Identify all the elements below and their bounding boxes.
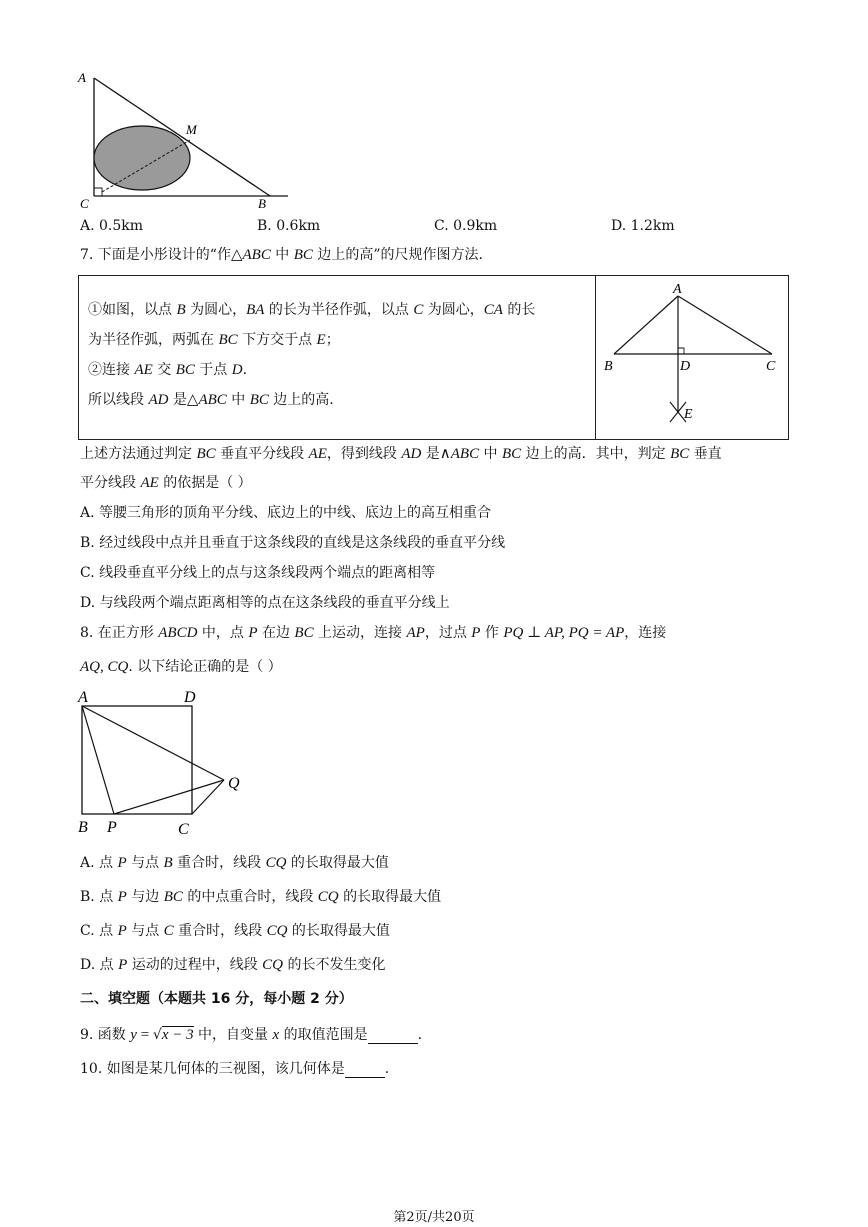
q8-label-b: B (78, 819, 88, 836)
q8-segment-aq (82, 706, 224, 780)
q8-choice-d[interactable]: D. 点 P 运动的过程中，线段 CQ 的长不发生变化 (80, 957, 386, 973)
q8-segment-ap (82, 706, 114, 814)
q7-label-e: E (684, 407, 693, 422)
q6-choice-a[interactable]: A. 0.5km (80, 218, 144, 234)
q8-choice-a[interactable]: A. 点 P 与点 B 重合时，线段 CQ 的长取得最大值 (80, 855, 389, 871)
q8-label-q: Q (228, 775, 240, 792)
q7-label-a: A (673, 282, 682, 297)
q6-label-a: A (78, 70, 86, 85)
q8-stem-line-2: AQ, CQ. 以下结论正确的是（ ） (80, 659, 282, 675)
q8-label-p: P (107, 819, 117, 836)
q7-choice-b[interactable]: B. 经过线段中点并且垂直于这条线段的直线是这条线段的垂直平分线 (80, 535, 506, 551)
q10-answer-blank[interactable] (345, 1061, 385, 1078)
section-2-title: 二、填空题（本题共 16 分，每小题 2 分） (80, 991, 353, 1007)
q7-label-d: D (680, 359, 691, 374)
q7-label-c: C (766, 359, 776, 374)
q7-choice-d[interactable]: D. 与线段两个端点距离相等的点在这条线段的垂直平分线上 (80, 595, 450, 611)
q7-box-line-2: 为半径作弧，两弧在 BC 下方交于点 E； (88, 332, 340, 348)
q6-ellipse (94, 126, 190, 190)
q6-choice-c[interactable]: C. 0.9km (434, 218, 498, 234)
q8-label-a: A (78, 689, 88, 706)
q6-label-c: C (80, 196, 89, 211)
page-footer: 第2页/共20页 (393, 1210, 475, 1225)
q6-label-b: B (258, 196, 266, 211)
q7-box-line-3: ②连接 AE 交 BC 于点 D. (88, 362, 248, 378)
q7-segment-ac (678, 296, 772, 354)
q7-stem: 7. 下面是小彤设计的“作△ABC 中 BC 边上的高”的尺规作图方法. (80, 247, 483, 263)
q7-choice-a[interactable]: A. 等腰三角形的顶角平分线、底边上的中线、底边上的高互相重合 (80, 505, 492, 521)
q7-segment-ab (614, 296, 678, 354)
q7-right-angle-mark (678, 348, 684, 354)
q8-choice-b[interactable]: B. 点 P 与边 BC 的中点重合时，线段 CQ 的长取得最大值 (80, 889, 442, 905)
q7-label-b: B (604, 359, 613, 374)
q9-answer-blank[interactable] (368, 1027, 418, 1044)
q6-label-m: M (186, 122, 197, 137)
q7-box-divider (595, 275, 596, 440)
q9-stem: 9. 函数 y = √x − 3 中，自变量 x 的取值范围是 . (80, 1027, 423, 1043)
q8-label-c: C (178, 821, 189, 838)
q8-choice-c[interactable]: C. 点 P 与点 C 重合时，线段 CQ 的长取得最大值 (80, 923, 390, 939)
q8-label-d: D (184, 689, 196, 706)
q7-choice-c[interactable]: C. 线段垂直平分线上的点与这条线段两个端点的距离相等 (80, 565, 436, 581)
q7-paragraph-line-1: 上述方法通过判定 BC 垂直平分线段 AE，得到线段 AD 是∧ABC 中 BC 边上的高．其中，判定 BC 垂直 (80, 446, 722, 462)
q8-figure (74, 684, 254, 840)
q6-choice-d[interactable]: D. 1.2km (611, 218, 675, 234)
q10-stem: 10. 如图是某几何体的三视图，该几何体是 . (80, 1061, 390, 1077)
q7-box-line-1: ①如图，以点 B 为圆心，BA 的长为半径作弧，以点 C 为圆心，CA 的长 (88, 302, 536, 318)
q6-figure (74, 66, 294, 212)
q7-figure (600, 278, 786, 438)
q8-stem-line-1: 8. 在正方形 ABCD 中，点 P 在边 BC 上运动，连接 AP，过点 P 作 PQ ⊥ AP, PQ = AP，连接 (80, 625, 667, 641)
q7-box-line-4: 所以线段 AD 是△ABC 中 BC 边上的高. (88, 392, 334, 408)
q6-choice-b[interactable]: B. 0.6km (257, 218, 321, 234)
q7-paragraph-line-2: 平分线段 AE 的依据是（ ） (80, 475, 252, 491)
q6-right-angle-mark (94, 188, 102, 196)
sqrt-sign: √ (152, 1027, 162, 1043)
